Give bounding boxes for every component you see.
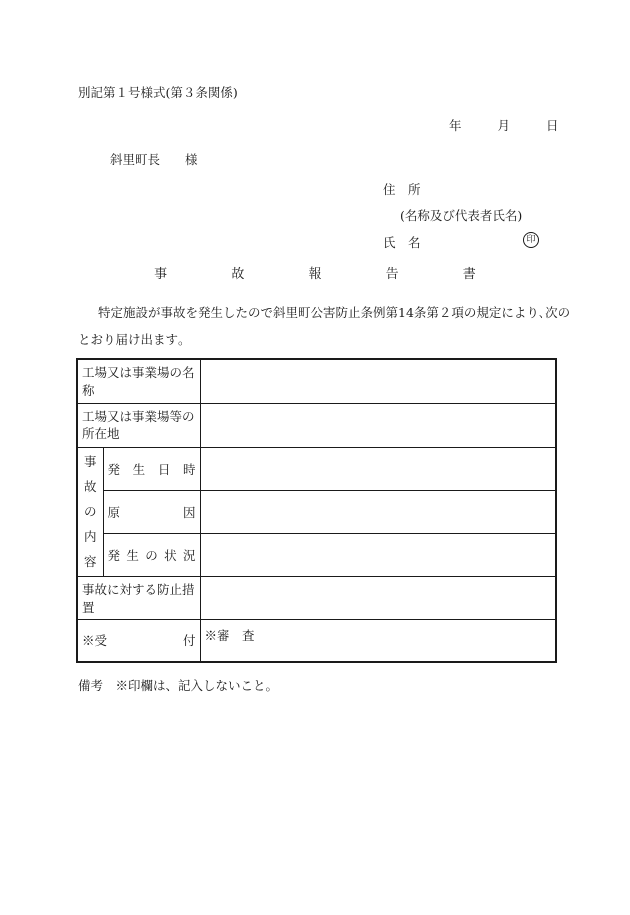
title-char: 告 [385, 267, 399, 282]
representative-note: (名称及び代表者氏名) [400, 208, 523, 223]
title-char: 書 [462, 267, 476, 282]
document-title [0, 263, 630, 282]
title-char: 事 [154, 267, 168, 282]
form-label: 別記第１号様式(第３条関係) [78, 85, 238, 100]
occurrence-datetime-label: 発 生 日 時 [103, 447, 200, 490]
group-char: 内 [83, 529, 97, 544]
address-label: 住 所 [383, 182, 421, 197]
title-char: 報 [308, 267, 322, 282]
occurrence-datetime-field[interactable] [200, 447, 556, 490]
cause-label: 原 因 [103, 490, 200, 533]
receipt-label: ※受 付 [77, 619, 200, 662]
group-char: の [83, 504, 97, 519]
group-char: 容 [83, 554, 97, 569]
review-label: ※審 査 [204, 627, 255, 643]
addressee: 斜里町長 様 [110, 152, 198, 167]
date-line [449, 116, 558, 134]
date-month: 月 [497, 118, 510, 133]
date-day: 日 [545, 118, 559, 133]
factory-location-label: 工場又は事業場等の所在地 [77, 403, 200, 447]
situation-field[interactable] [200, 533, 556, 576]
body-text-line-2: とおり届け出ます｡ [78, 332, 185, 347]
review-cell[interactable] [200, 619, 556, 662]
factory-name-label: 工場又は事業場の名称 [77, 359, 200, 403]
name-label: 氏 名 [383, 235, 421, 250]
seal-mark: 印 [523, 232, 539, 248]
date-year: 年 [449, 118, 462, 133]
group-char: 故 [83, 479, 97, 494]
prevention-measures-field[interactable] [200, 576, 556, 619]
cause-field[interactable] [200, 490, 556, 533]
situation-label: 発 生 の 状 況 [103, 533, 200, 576]
prevention-measures-label: 事故に対する防止措置 [77, 576, 200, 619]
factory-name-field[interactable] [200, 359, 556, 403]
factory-location-field[interactable] [200, 403, 556, 447]
body-text-line-1: 特定施設が事故を発生したので斜里町公害防止条例第14条第２項の規定により､次の [98, 305, 571, 320]
report-table [76, 358, 557, 663]
accident-details-group [77, 447, 103, 576]
remarks: 備考 ※印欄は、記入しないこと。 [78, 678, 279, 693]
group-char: 事 [83, 454, 97, 469]
title-char: 故 [231, 267, 245, 282]
